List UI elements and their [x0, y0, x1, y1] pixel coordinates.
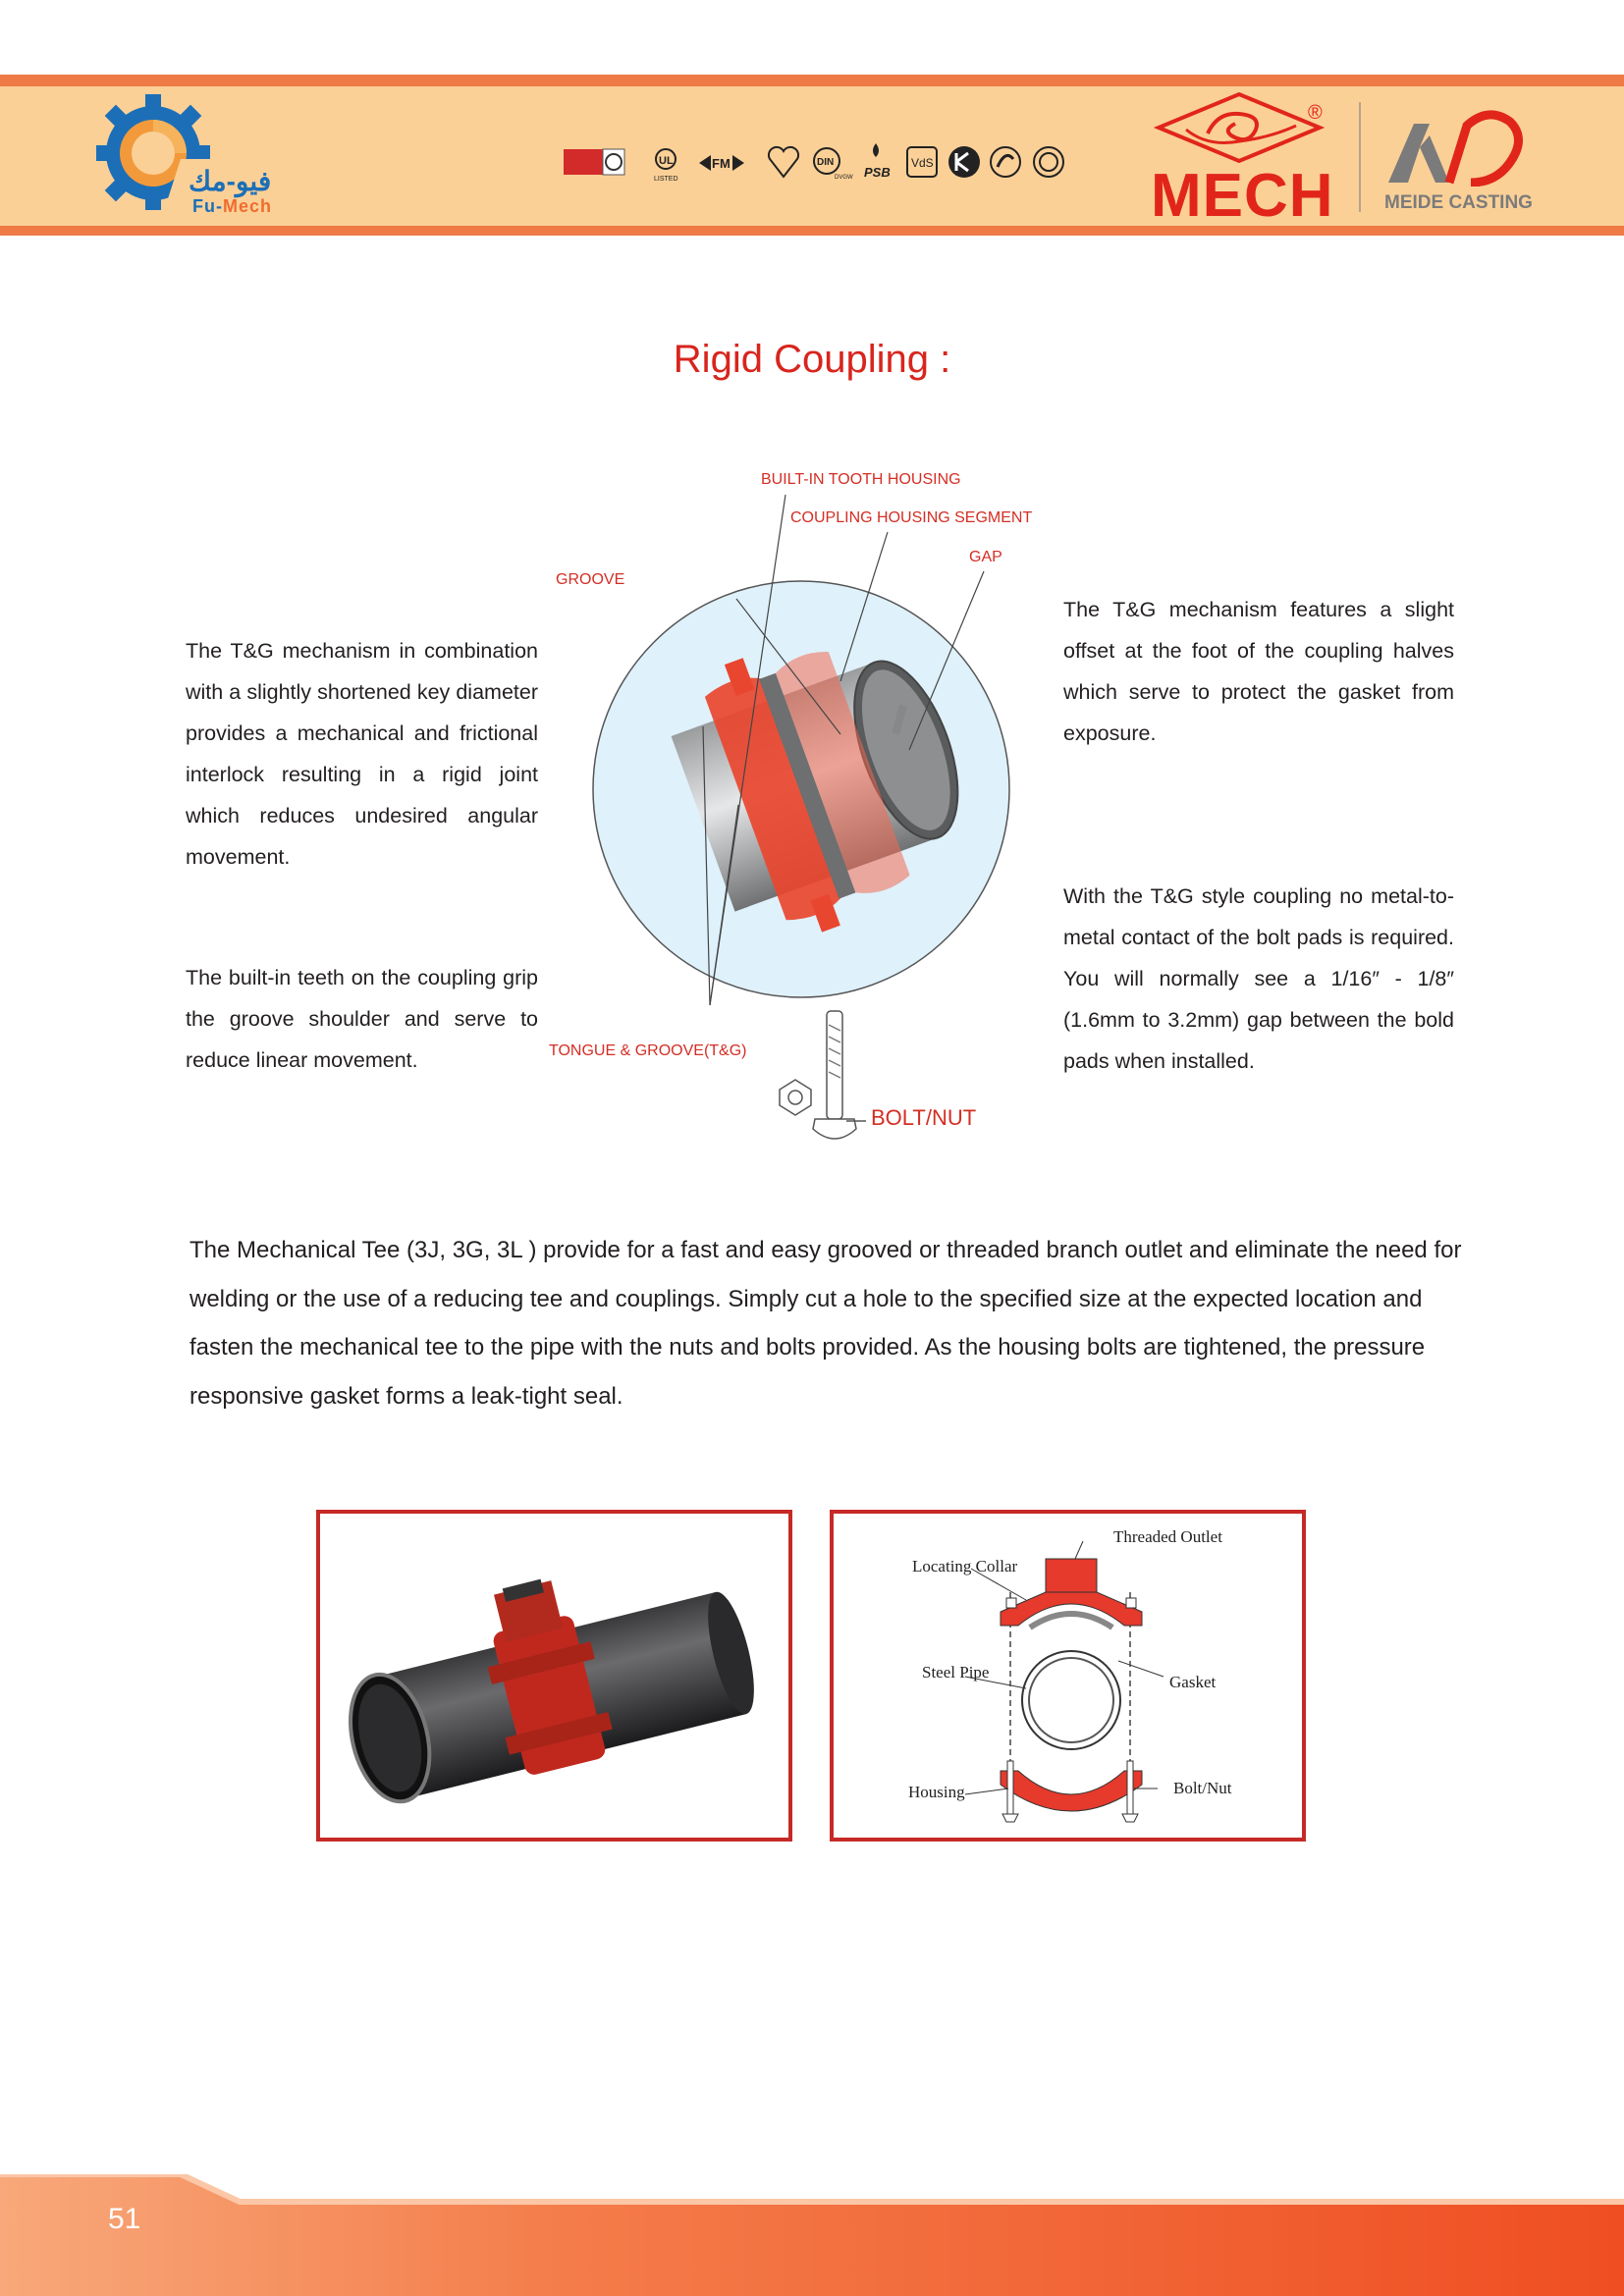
- callout-coupling-housing-segment: COUPLING HOUSING SEGMENT: [790, 509, 1033, 526]
- partner-name: MEIDE CASTING: [1384, 192, 1533, 213]
- svg-text:LISTED: LISTED: [654, 176, 678, 183]
- right-paragraph-1: The T&G mechanism features a slight offset at the foot of the coupling halves which serve to protect the gasket from exposure.: [1063, 598, 1454, 745]
- din-dvgw-icon: [814, 148, 853, 181]
- vds-heart-icon: [769, 147, 798, 177]
- left-paragraph-2: The built-in teeth on the coupling grip the groove shoulder and serve to reduce linear movement.: [186, 966, 538, 1072]
- psb-icon: [864, 143, 891, 180]
- mechanical-tee-diagram-frame: [830, 1510, 1306, 1842]
- svg-text:UL: UL: [659, 155, 674, 167]
- svg-text:DVGW: DVGW: [835, 175, 853, 181]
- left-paragraph-1: The T&G mechanism in combination with a slightly shortened key diameter provides a mechanical and frictional interlock resulting in a rigid joint which reduces undesired angular movement.: [186, 639, 538, 869]
- footer-band: [0, 2174, 1624, 2296]
- label-locating-collar: Locating Collar: [912, 1557, 1018, 1575]
- registered-mark: ®: [1308, 102, 1323, 124]
- svg-text:PSB: PSB: [864, 165, 891, 180]
- fu-mech-latin-text: Fu-Mech: [192, 196, 272, 216]
- mechanical-tee-photo: [320, 1514, 788, 1838]
- brand-name: MECH: [1151, 162, 1334, 230]
- fm-approved-icon: [699, 155, 744, 171]
- header-bottom-stripe: [0, 226, 1624, 236]
- callout-groove: GROOVE: [556, 571, 625, 588]
- cert-mark-icon: [991, 147, 1020, 177]
- mechanical-tee-description: The Mechanical Tee (3J, 3G, 3L ) provide for a fast and easy grooved or threaded branch outlet and eliminate the need for welding or the use of a reducing tee and couplings. Simply cut a hole to the specified size at the expected location and fasten the mechanical tee to the pipe with the nuts and bolts provided. As the housing bolts are tightened, the pressure responsive gasket forms a leak-tight seal.: [189, 1237, 1462, 1410]
- page-number: 51: [108, 2203, 141, 2235]
- mechanical-tee-photo-frame: [316, 1510, 792, 1842]
- callout-bolt-nut: BOLT/NUT: [871, 1105, 977, 1130]
- page-title: Rigid Coupling :: [673, 338, 951, 381]
- label-bolt-nut: Bolt/Nut: [1173, 1779, 1232, 1797]
- header-divider: [1359, 102, 1361, 212]
- iso-cert-icon: [564, 149, 624, 175]
- steel-pipe-part: [1022, 1651, 1120, 1749]
- meide-logo: [1380, 96, 1528, 187]
- certification-icons: [562, 139, 1072, 185]
- header-top-stripe: [0, 75, 1624, 86]
- fu-mech-arabic-text: فيو-مك: [189, 166, 272, 196]
- rigid-coupling-diagram: [550, 461, 1051, 1168]
- kc-icon: [948, 146, 980, 178]
- callout-built-in-tooth-housing: BUILT-IN TOOTH HOUSING: [761, 471, 961, 488]
- vds-icon: [907, 147, 937, 177]
- threaded-outlet-part: [1046, 1559, 1097, 1592]
- ul-listed-icon: [654, 149, 678, 183]
- label-threaded-outlet: Threaded Outlet: [1113, 1527, 1222, 1546]
- bolt-nut-illustration: [780, 1011, 866, 1139]
- right-paragraph-2: With the T&G style coupling no metal-to-metal contact of the bolt pads is required. You will normally see a 1/16″ - 1/8″ (1.6mm to 3.2mm) gap between the bold pads when installed.: [1063, 884, 1454, 1073]
- callout-tongue-groove: TONGUE & GROOVE(T&G): [549, 1042, 747, 1059]
- svg-text:FM: FM: [712, 156, 731, 171]
- svg-text:DIN: DIN: [817, 157, 835, 168]
- label-gasket: Gasket: [1169, 1673, 1217, 1691]
- mech-cloud-logo: [1149, 90, 1331, 169]
- callout-gap: GAP: [969, 549, 1002, 565]
- label-housing: Housing: [908, 1783, 965, 1801]
- label-steel-pipe: Steel Pipe: [922, 1663, 990, 1682]
- svg-text:VdS: VdS: [911, 156, 934, 170]
- lpcb-icon: [1034, 147, 1063, 177]
- lower-housing-part: [1001, 1771, 1142, 1811]
